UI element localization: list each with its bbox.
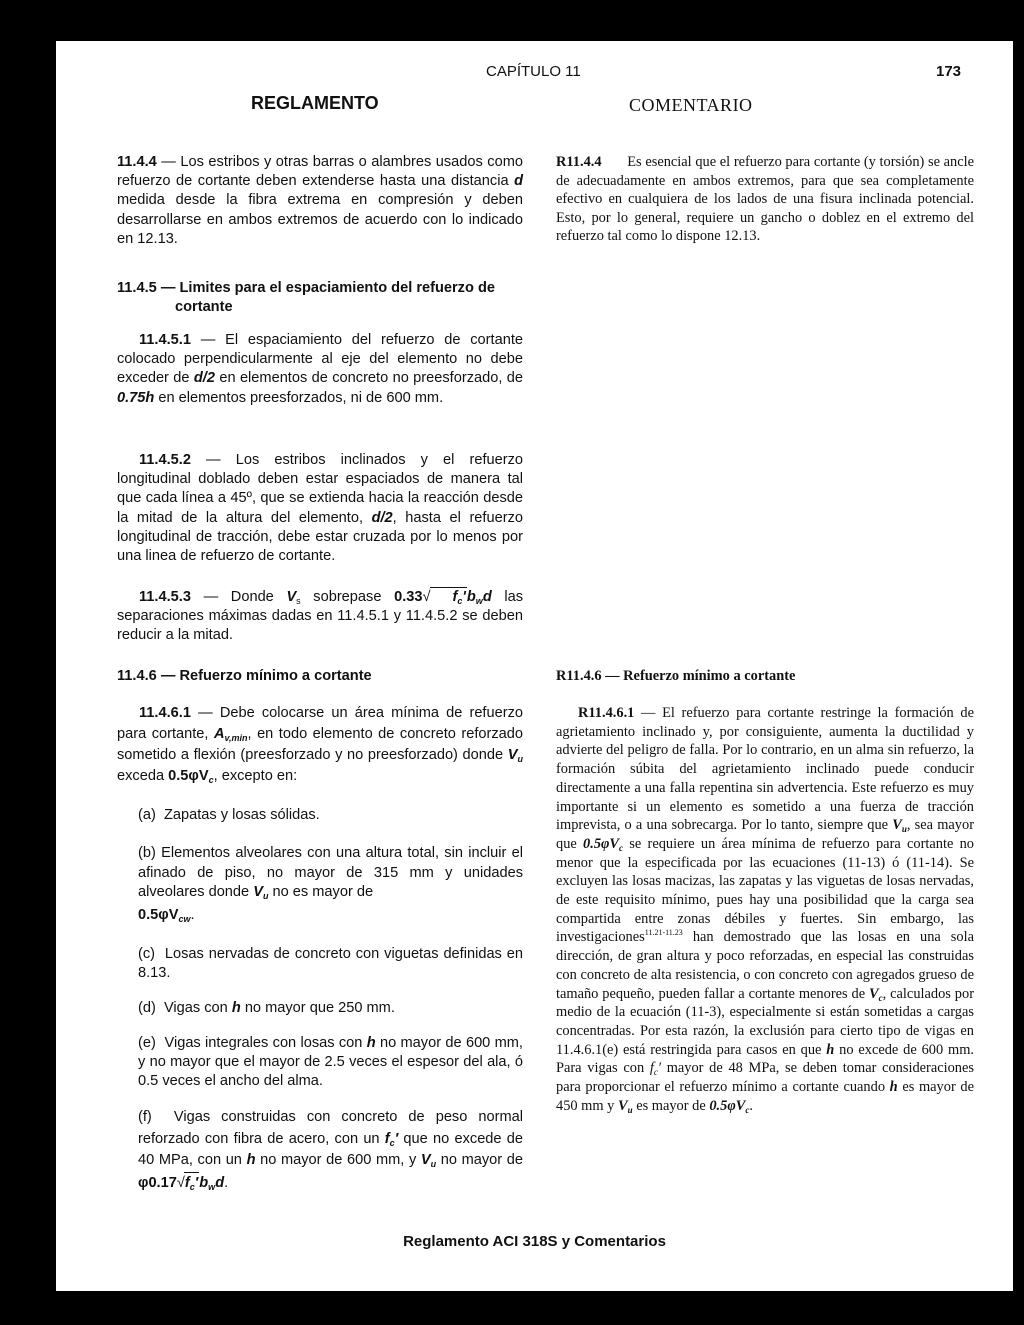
page-number: 173 xyxy=(936,63,962,80)
chapter-label: CAPÍTULO 11 xyxy=(486,63,581,80)
section-11-4-6-heading: 11.4.6 — Refuerzo mínimo a cortante xyxy=(117,668,372,684)
exception-item-c: (c) Losas nervadas de concreto con viguetas definidas en 8.13. xyxy=(138,946,524,982)
exception-item-d: (d) Vigas con h no mayor que 250 mm. xyxy=(138,1000,395,1016)
sqrt-icon: √ xyxy=(422,589,431,605)
section-11-4-5-1: 11.4.5.1 — El espaciamiento del refuerzo de cortante colocado perpendicularmente al eje del elemento no debe exceder de d/2 en elementos de concreto no preesforzado, de 0.75h en elementos preesforzados, ni de 600 mm. xyxy=(117,332,524,406)
section-11-4-4: 11.4.4 — Los estribos y otras barras o alambres usados como refuerzo de cortante deben extenderse hasta una distancia d medida desde la fibra extrema en compresión y deben desarrollarse en ambos extremos de acuerdo con lo indicado en 12.13. xyxy=(117,154,523,247)
section-11-4-5-heading: 11.4.5 — Limites para el espaciamiento del refuerzo de cortante xyxy=(117,280,495,316)
reference-superscript: 11.21-11.23 xyxy=(644,928,683,938)
section-11-4-5-3: 11.4.5.3 — Donde $V_s$ sobrepase 0.33√ $f_c'b_wd$ las separaciones máximas dadas en 11.4.5.1 y 11.4.5.2 se deben reducir a la mitad. xyxy=(117,589,524,644)
reglamento-heading: REGLAMENTO xyxy=(251,93,379,113)
comentario-heading: COMENTARIO xyxy=(629,95,753,115)
page-footer: Reglamento ACI 318S y Comentarios xyxy=(403,1233,666,1250)
commentary-r11-4-6-1: R11.4.6.1 — El refuerzo para cortante restringe la formación de agrietamiento inclinado y, por consiguiente, aumenta la ductilidad y advierte del peligro de falla. Por lo contrario, en un alma sin refuerzo, la formación súbita del agrietamiento inclinado puede conducir directamente a una falla repentina sin advertencia. Este refuerzo es muy importante si un elemento es sometido a una fuerza de tracción imprevista, o a una sobrecarga. Por lo tanto, siempre que $V_u$, sea mayor que $0.5\varphi V_c$ se requiere un área mínima de refuerzo para cortante no menor que la especificada por las ecuaciones (11-13) ó (11-14). Se excluyen las losas macizas, las zapatas y las viguetas de losas nervadas, de este requisito mínimo, pues hay una posibilidad que la carga sea compartida entre zonas débiles y fuertes. Sin embargo, las investigaciones$^{11.21-11.23}$ han demostrado que las losas en una sola dirección, de gran altura y poco reforzadas, en especial las construidas con concreto de alta resistencia, o con concreto con agregados grueso de tamaño pequeño, pueden fallar a cortante menores de $V_c$, calculados por medio de la ecuación (11-3), especialmente si están sometidas a cargas concentradas. Por esta razón, la exclusión para cierto tipo de vigas en 11.4.6.1(e) está restringida para casos en que h no excede de 600 mm. Para vigas con $f_c'$ mayor de 48 MPa, se deben tomar consideraciones para proporcionar el refuerzo mínimo a cortante cuando h es mayor de 450 mm y $V_u$ es mayor de $0.5\varphi V_c$. xyxy=(556,705,974,1115)
document-page xyxy=(56,41,1013,1291)
sqrt-icon: √ xyxy=(176,1174,185,1191)
exception-item-e: (e) Vigas integrales con losas con h no mayor de 600 mm, y no mayor que el mayor de 2.5 veces el espesor del ala, ó 0.5 veces el ancho del alma. xyxy=(138,1035,523,1090)
commentary-r11-4-6-heading: R11.4.6 — Refuerzo mínimo a cortante xyxy=(556,668,796,684)
var-d: d xyxy=(514,173,523,190)
expr-075h: 0.75h xyxy=(117,389,155,406)
sqrt-fc: $f_c'$ xyxy=(430,587,467,607)
section-11-4-5-2: 11.4.5.2 — Los estribos inclinados y el refuerzo longitudinal doblado deben estar espaciados de manera tal que cada línea a 45º, que se extienda hacia la reacción desde la mitad de la altura del elemento, d/2, hasta el refuerzo longitudinal de tracción, debe estar cruzada por lo menos por una linea de refuerzo de cortante. xyxy=(117,452,524,565)
expr-d-over-2: d/2 xyxy=(371,509,393,526)
exception-item-f: (f) Vigas construidas con concreto de peso normal reforzado con fibra de acero, con un $f_c'$ que no excede de 40 MPa, con un h no mayor de 600 mm, y $V_u$ no mayor de $\varphi 0.17√f_c'b_wd$. xyxy=(138,1107,523,1194)
exception-item-a: (a) Zapatas y losas sólidas. xyxy=(138,807,320,823)
commentary-r11-4-4: R11.4.4 Es esencial que el refuerzo para cortante (y torsión) se ancle de adecuadamente en ambos extremos, para que sea completamente efectivo en cualquiera de los lados de una fisura inclinada potencial. Esto, por lo general, requiere un gancho o doblez en el extremo del refuerzo tal como lo dispone 12.13. xyxy=(556,154,974,245)
var-V: V xyxy=(286,589,297,605)
expr-d-over-2: d/2 xyxy=(193,370,215,387)
exception-item-b: (b) Elementos alveolares con una altura total, sin incluir el afinado de piso, no mayor de 315 mm y unidades alveolares donde $V_u$ no es mayor de $0.5\varphi V_{cw}$. xyxy=(138,845,523,924)
section-number: 11.4.4 xyxy=(117,154,157,170)
coef: 0.33 xyxy=(394,589,423,605)
section-11-4-6-1: 11.4.6.1 — Debe colocarse un área mínima de refuerzo para cortante, $A_{v,min}$, en todo elemento de concreto reforzado sometido a flexión (preesforzado y no preesforzado) donde $V_u$ exceda $0.5\varphi V_c$, excepto en: xyxy=(117,705,523,785)
